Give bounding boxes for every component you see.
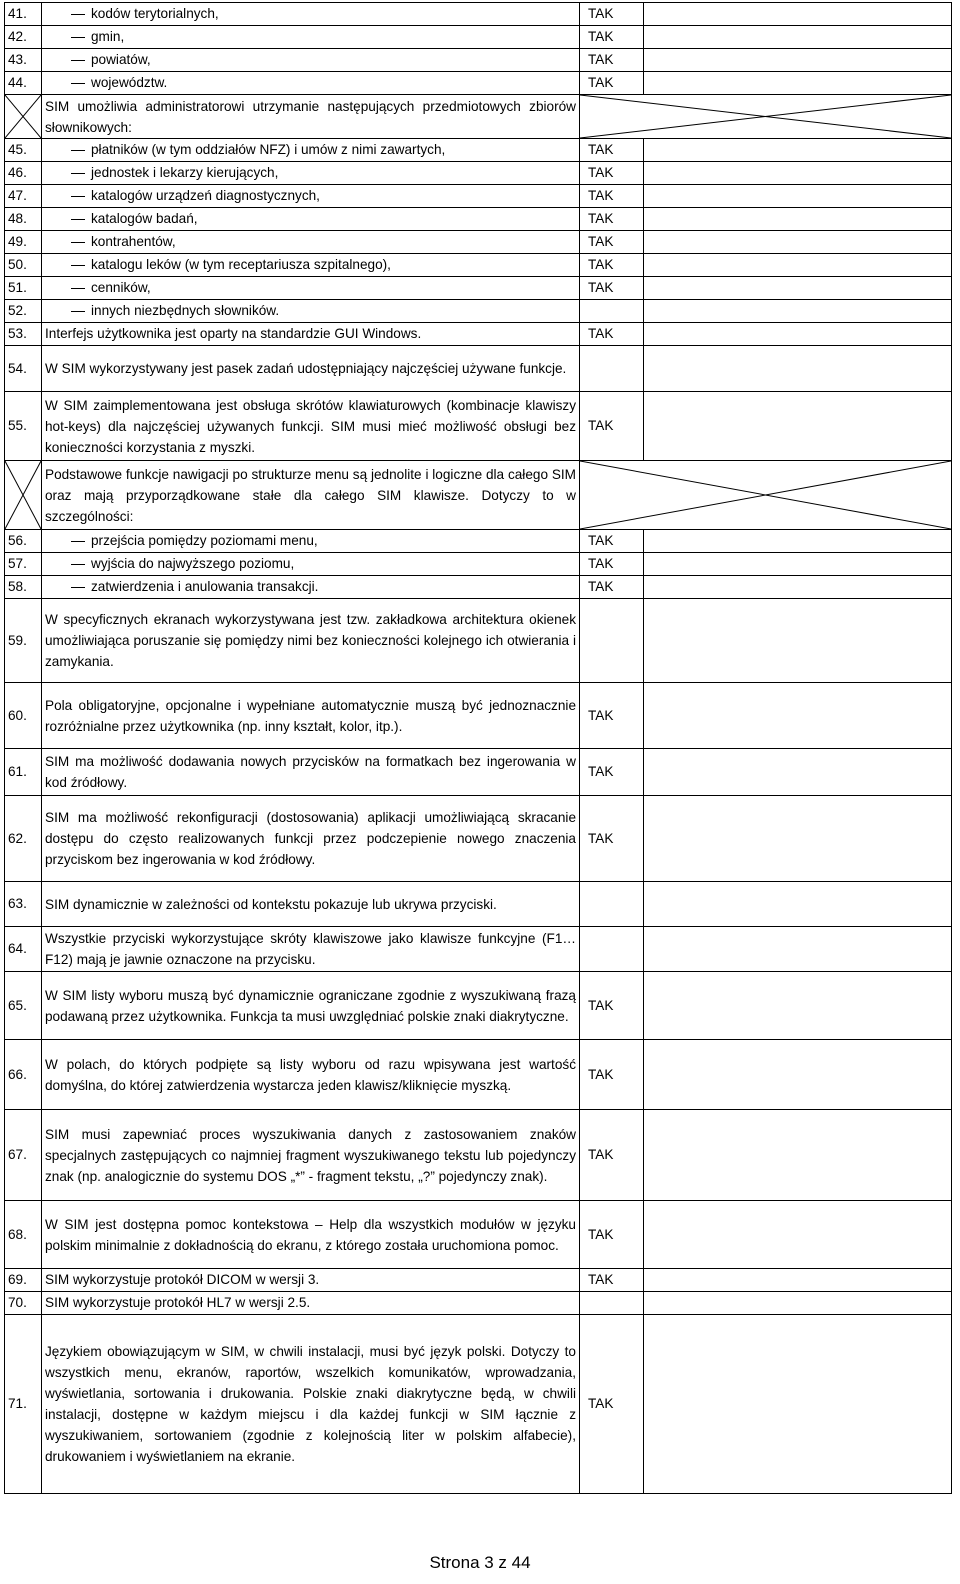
row-text: SIM dynamicznie w zależności od kontekstu pokazuje lub ukrywa przyciski. [42,882,580,927]
table-row [5,49,952,72]
dash-icon [71,288,85,289]
dash-icon [71,37,85,38]
notes-cell [644,1269,952,1292]
row-number: 50. [5,254,42,277]
row-text: Interfejs użytkownika jest oparty na standardzie GUI Windows. [42,323,580,346]
row-text: SIM wykorzystuje protokół HL7 w wersji 2.5. [42,1292,580,1315]
dash-icon [71,265,85,266]
answer-cell [580,346,644,392]
notes-cell [644,1292,952,1315]
dash-icon [71,60,85,61]
answer-cell: TAK [580,1269,644,1292]
row-number: 59. [5,599,42,683]
crossed-cell [580,95,952,139]
notes-cell [644,553,952,576]
dash-icon [71,541,85,542]
row-text: SIM musi zapewniać proces wyszukiwania danych z zastosowaniem znaków specjalnych zastępujących co najmniej fragment wyszukiwanego tekstu lub pojedynczy znak (np. analogicznie do systemu DOS „*” - fragment tekstu, „?” pojedynczy znak). [42,1110,580,1201]
crossed-cell [5,461,42,530]
notes-cell [644,683,952,749]
answer-cell: TAK [580,72,644,95]
row-number: 71. [5,1315,42,1494]
row-number: 54. [5,346,42,392]
answer-cell: TAK [580,392,644,461]
answer-cell: TAK [580,553,644,576]
notes-cell [644,72,952,95]
table-row [5,254,952,277]
dash-icon [71,150,85,151]
row-number: 68. [5,1201,42,1269]
table-row [5,323,952,346]
row-text: SIM wykorzystuje protokół DICOM w wersji 3. [42,1269,580,1292]
row-number: 48. [5,208,42,231]
row-text: cenników, [91,280,151,295]
row-text: Pola obligatoryjne, opcjonalne i wypełniane automatycznie muszą być jednoznacznie rozróżnialne przez użytkownika (np. inny kształt, kolor, itp.). [42,683,580,749]
row-text: jednostek i lekarzy kierujących, [91,165,279,180]
answer-cell: TAK [580,208,644,231]
answer-cell: TAK [580,254,644,277]
dash-icon [71,196,85,197]
notes-cell [644,208,952,231]
row-text: powiatów, [91,52,151,67]
answer-cell: TAK [580,231,644,254]
notes-cell [644,749,952,796]
answer-cell [580,1292,644,1315]
notes-cell [644,1201,952,1269]
notes-cell [644,277,952,300]
crossed-cell [580,461,952,530]
row-text: SIM ma możliwość rekonfiguracji (dostosowania) aplikacji umożliwiającą skracanie dostępu do często realizowanych funkcji przez podczepienie nowego znaczenia przyciskom bez ingerowania w kod źródłowy. [42,796,580,882]
answer-cell: TAK [580,1040,644,1110]
row-number: 55. [5,392,42,461]
row-number: 47. [5,185,42,208]
row-text: innych niezbędnych słowników. [91,303,280,318]
crossed-cell [5,95,42,139]
notes-cell [644,162,952,185]
row-number: 41. [5,3,42,26]
table-row [5,72,952,95]
row-number: 58. [5,576,42,599]
row-text: kontrahentów, [91,234,176,249]
row-number: 42. [5,26,42,49]
answer-cell: TAK [580,1315,644,1494]
dash-icon [71,242,85,243]
notes-cell [644,972,952,1040]
notes-cell [644,185,952,208]
answer-cell: TAK [580,530,644,553]
table-row [5,1040,952,1110]
notes-cell [644,49,952,72]
row-text: przejścia pomiędzy poziomami menu, [91,533,318,548]
dash-icon [71,14,85,15]
row-number: 52. [5,300,42,323]
answer-cell: TAK [580,49,644,72]
row-text: katalogów urządzeń diagnostycznych, [91,188,320,203]
table-row [5,749,952,796]
notes-cell [644,530,952,553]
row-text: płatników (w tym oddziałów NFZ) i umów z nimi zawartych, [91,142,446,157]
table-row [5,1292,952,1315]
row-number: 69. [5,1269,42,1292]
row-number: 45. [5,139,42,162]
row-number: 61. [5,749,42,796]
table-row [5,576,952,599]
notes-cell [644,1315,952,1494]
notes-cell [644,231,952,254]
dash-icon [71,311,85,312]
row-text: kodów terytorialnych, [91,6,219,21]
answer-cell: TAK [580,796,644,882]
answer-cell: TAK [580,26,644,49]
notes-cell [644,882,952,927]
answer-cell: TAK [580,3,644,26]
notes-cell [644,1040,952,1110]
row-text: W polach, do których podpięte są listy wyboru od razu wpisywana jest wartość domyślna, do której zatwierdzenia wystarcza jeden klawisz/kliknięcie myszką. [42,1040,580,1110]
row-text: W specyficznych ekranach wykorzystywana jest tzw. zakładkowa architektura okienek umożliwiająca poruszanie się pomiędzy nimi bez konieczności kolejnego ich otwierania i zamykania. [42,599,580,683]
table-row [5,208,952,231]
notes-cell [644,599,952,683]
row-text: Podstawowe funkcje nawigacji po strukturze menu są jednolite i logiczne dla całego SIM oraz mają przyporządkowane stałe dla całego SIM klawisze. Dotyczy to w szczególności: [42,461,580,530]
row-number: 66. [5,1040,42,1110]
table-row [5,346,952,392]
notes-cell [644,323,952,346]
dash-icon [71,587,85,588]
answer-cell [580,927,644,972]
table-row [5,3,952,26]
row-text: gmin, [91,29,125,44]
row-number: 67. [5,1110,42,1201]
row-number: 49. [5,231,42,254]
table-row [5,461,952,530]
dash-icon [71,219,85,220]
answer-cell: TAK [580,972,644,1040]
row-text: W SIM listy wyboru muszą być dynamicznie ograniczane zgodnie z wyszukiwaną frazą podawaną przez użytkownika. Funkcja ta musi uwzględniać polskie znaki diakrytyczne. [42,972,580,1040]
row-text: zatwierdzenia i anulowania transakcji. [91,579,319,594]
table-row [5,185,952,208]
answer-cell: TAK [580,323,644,346]
answer-cell: TAK [580,162,644,185]
page-footer: Strona 3 z 44 [429,1553,531,1572]
row-text: Językiem obowiązującym w SIM, w chwili instalacji, musi być język polski. Dotyczy to wszystkich menu, ekranów, raportów, wszelkich komunikatów, wprowadzania, wyświetlania, sortowania i drukowania. Polskie znaki diakrytyczne będą, w chwili instalacji, dostępne w każdym miejscu i dla każdej funkcji w SIM łącznie z wyszukiwaniem, sortowaniem (zgodnie z kolejnością liter w polskim alfabecie), drukowaniem i wyświetlaniem na ekranie. [42,1315,580,1494]
table-row [5,1315,952,1494]
notes-cell [644,254,952,277]
row-text: SIM umożliwia administratorowi utrzymanie następujących przedmiotowych zbiorów słownikowych: [42,95,580,139]
row-text: Wszystkie przyciski wykorzystujące skróty klawiszowe jako klawisze funkcyjne (F1…F12) mają je jawnie oznaczone na przycisku. [42,927,580,972]
answer-cell: TAK [580,1201,644,1269]
answer-cell: TAK [580,277,644,300]
notes-cell [644,26,952,49]
row-number: 65. [5,972,42,1040]
row-number: 46. [5,162,42,185]
answer-cell: TAK [580,683,644,749]
row-text: katalogów badań, [91,211,198,226]
notes-cell [644,139,952,162]
answer-cell [580,300,644,323]
notes-cell [644,3,952,26]
row-text: SIM ma możliwość dodawania nowych przycisków na formatkach bez ingerowania w kod źródłowy. [42,749,580,796]
row-text: W SIM wykorzystywany jest pasek zadań udostępniający najczęściej używane funkcje. [42,346,580,392]
table-row [5,231,952,254]
notes-cell [644,796,952,882]
row-number: 51. [5,277,42,300]
table-row [5,162,952,185]
dash-icon [71,83,85,84]
row-number: 62. [5,796,42,882]
notes-cell [644,576,952,599]
answer-cell: TAK [580,576,644,599]
table-row [5,1201,952,1269]
row-number: 70. [5,1292,42,1315]
table-row [5,26,952,49]
answer-cell: TAK [580,1110,644,1201]
row-number: 60. [5,683,42,749]
answer-cell: TAK [580,749,644,796]
table-row [5,683,952,749]
table-row [5,1110,952,1201]
row-text: wyjścia do najwyższego poziomu, [91,556,295,571]
dash-icon [71,173,85,174]
table-row [5,95,952,139]
table-row [5,300,952,323]
table-row [5,139,952,162]
notes-cell [644,300,952,323]
notes-cell [644,927,952,972]
row-number: 56. [5,530,42,553]
table-row [5,1269,952,1292]
notes-cell [644,1110,952,1201]
row-text: katalogu leków (w tym receptariusza szpitalnego), [91,257,391,272]
requirements-table [4,2,952,1494]
table-row [5,277,952,300]
row-number: 57. [5,553,42,576]
row-text: W SIM jest dostępna pomoc kontekstowa – Help dla wszystkich modułów w języku polskim minimalnie z dokładnością do ekranu, z którego została uruchomiona pomoc. [42,1201,580,1269]
row-number: 64. [5,927,42,972]
row-text: województw. [91,75,168,90]
table-row [5,796,952,882]
row-text: W SIM zaimplementowana jest obsługa skrótów klawiaturowych (kombinacje klawiszy hot-keys) dla najczęściej używanych funkcji. SIM musi mieć możliwość obsługi bez konieczności korzystania z myszki. [42,392,580,461]
table-row [5,927,952,972]
row-number: 44. [5,72,42,95]
dash-icon [71,564,85,565]
table-row [5,530,952,553]
notes-cell [644,392,952,461]
table-row [5,972,952,1040]
notes-cell [644,346,952,392]
answer-cell [580,882,644,927]
row-number: 63. [5,882,42,927]
answer-cell [580,599,644,683]
table-row [5,599,952,683]
table-row [5,392,952,461]
row-number: 53. [5,323,42,346]
table-row [5,882,952,927]
answer-cell: TAK [580,185,644,208]
answer-cell: TAK [580,139,644,162]
row-number: 43. [5,49,42,72]
table-row [5,553,952,576]
